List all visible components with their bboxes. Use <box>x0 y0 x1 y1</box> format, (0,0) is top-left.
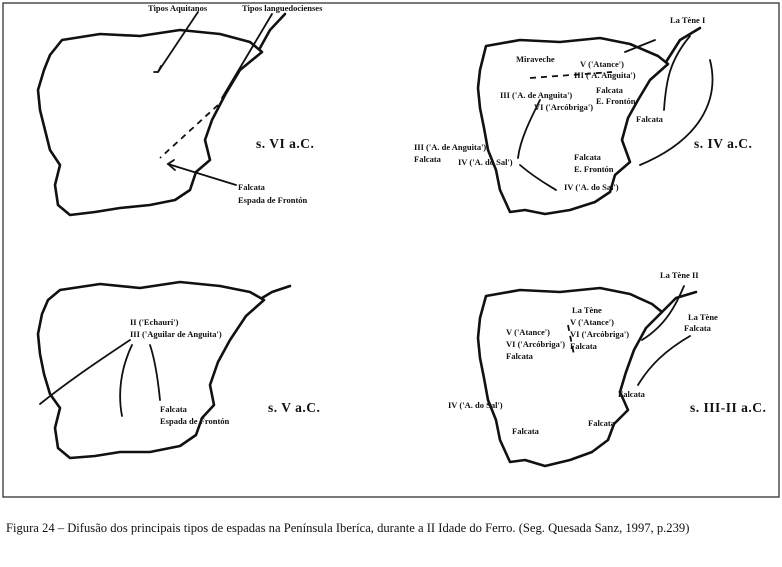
panel-label: III ('A. de Anguita') <box>500 90 573 100</box>
panel-label: III ('A. de Anguita') <box>414 142 487 152</box>
panel-label: Falcata <box>512 426 539 436</box>
panel-label: V ('Atance') <box>580 59 624 69</box>
period-label: s. VI a.C. <box>256 136 315 151</box>
panel-label: Falcata <box>570 341 597 351</box>
panel-label: La Tène II <box>660 270 699 280</box>
panel-vi-bc <box>38 3 323 215</box>
period-label: s. V a.C. <box>268 400 321 415</box>
panel-label: Miraveche <box>516 54 555 64</box>
panel-label: E. Frontón <box>596 96 636 106</box>
france-coastline <box>260 14 285 48</box>
panel-v-bc <box>38 282 320 458</box>
panel-label: IV ('A. do Sal') <box>458 157 513 167</box>
panel-label: IV ('A. do Sal') <box>564 182 619 192</box>
arrow-aquitanos <box>158 12 198 72</box>
arrow-anguita <box>120 345 132 416</box>
arrow-la-tene <box>638 336 690 385</box>
iberia-coastline <box>38 282 264 458</box>
panel-label: V ('Atance') <box>570 317 614 327</box>
panel-label: La Tène <box>572 305 602 315</box>
panel-label: Falcata <box>160 404 187 414</box>
panel-label: VI ('Arcóbriga') <box>534 102 594 112</box>
panel-label: Espada de Frontón <box>160 416 230 426</box>
arrow-falcata <box>150 345 160 400</box>
panel-label: V ('Atance') <box>506 327 550 337</box>
panel-label: III ('Aguilar de Anguita') <box>130 329 222 339</box>
panel-label: VI ('Arcóbriga') <box>506 339 566 349</box>
arrow-la-tene-ii <box>642 286 684 340</box>
panel-label: IV ('A. do Sal') <box>448 400 503 410</box>
arrow-sal <box>520 165 556 190</box>
panel-label: III ('A. Anguita') <box>574 70 636 80</box>
panel-iv-bc <box>414 15 752 214</box>
panel-label: Falcata <box>588 418 615 428</box>
france-coastline <box>662 292 696 312</box>
panel-label: Falcata <box>618 389 645 399</box>
arrowhead <box>154 66 161 72</box>
panel-label: VI ('Arcóbriga') <box>570 329 630 339</box>
arrow-languedoc <box>222 14 272 98</box>
panel-label: Falcata <box>238 182 265 192</box>
france-coastline <box>262 286 290 298</box>
iberia-coastline <box>38 30 262 215</box>
figure-frame <box>3 3 779 497</box>
figure-caption: Figura 24 – Difusão dos principais tipos de espadas na Península Iberíca, durante a II Idade do Ferro. (Seg. Quesada Sanz, 1997, p.239) <box>6 521 690 535</box>
panel-iii-ii-bc <box>448 270 766 466</box>
panel-label: La Tène I <box>670 15 706 25</box>
panel-label: Espada de Frontón <box>238 195 308 205</box>
panel-label: Falcata <box>506 351 533 361</box>
arrow-echauri <box>40 340 130 404</box>
panel-label: La Tène <box>688 312 718 322</box>
period-label: s. III-II a.C. <box>690 400 767 415</box>
panel-label: Tipos Aquitanos <box>148 3 208 13</box>
iberia-coastline <box>478 288 662 466</box>
period-label: s. IV a.C. <box>694 136 753 151</box>
panel-label: Falcata <box>414 154 441 164</box>
panel-label: Falcata <box>596 85 623 95</box>
panel-label: E. Frontón <box>574 164 614 174</box>
panel-label: Tipos languedocienses <box>242 3 323 13</box>
panel-label: Falcata <box>684 323 711 333</box>
arrow-atance <box>625 40 655 52</box>
panel-label: II ('Echauri') <box>130 317 179 327</box>
panel-label: Falcata <box>574 152 601 162</box>
panel-label: Falcata <box>636 114 663 124</box>
